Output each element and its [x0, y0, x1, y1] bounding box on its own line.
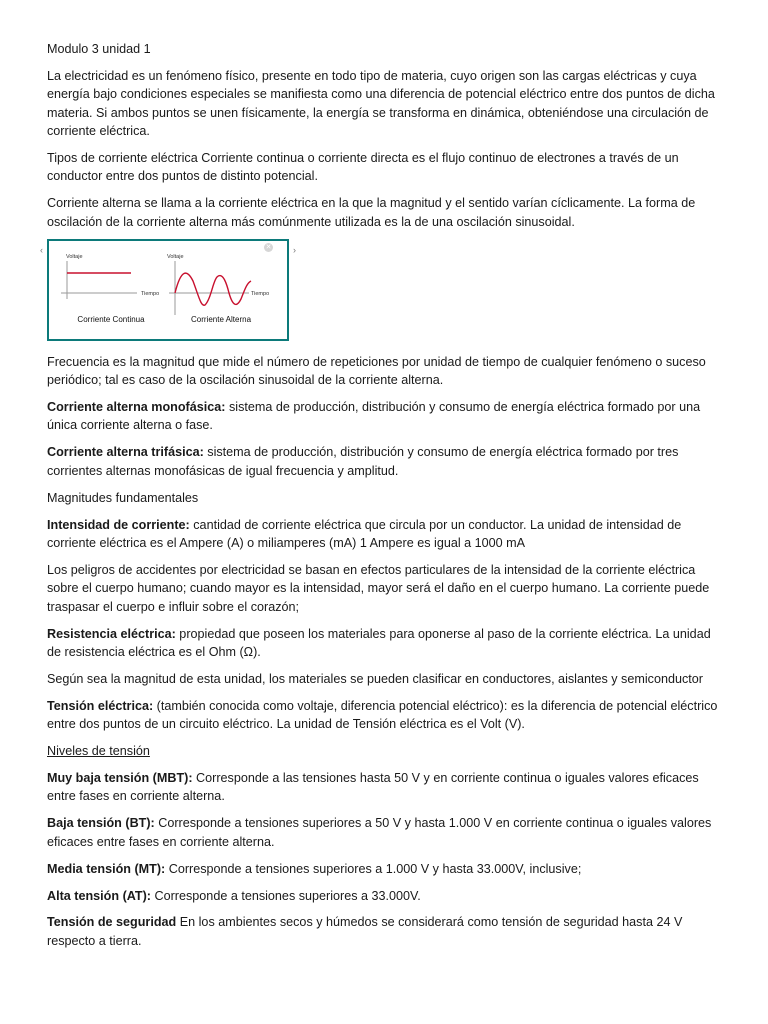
paragraph-tension	[47, 697, 723, 734]
right-xlabel: Tiempo	[251, 290, 270, 297]
right-caption: Corriente Alterna	[190, 314, 252, 324]
current-diagram	[40, 239, 296, 341]
paragraph-segun: Según sea la magnitud de esta unidad, los materiales se pueden clasificar en conductores, aislantes y semiconductor	[47, 671, 703, 686]
left-caption: Corriente Continua	[77, 314, 145, 324]
trifasica-label: Corriente alterna trifásica:	[47, 445, 204, 460]
figure-right-marker-icon: ›	[293, 244, 296, 255]
intensidad-text: cantidad de corriente eléctrica que circula por un conductor. La unidad de intensidad de corriente eléctrica es el Ampere (A) o miliamperes (mA) 1 Ampere es igual a 1000 mA	[47, 517, 682, 550]
at-label: Alta tensión (AT):	[47, 888, 152, 903]
resistencia-label: Resistencia eléctrica:	[47, 626, 176, 641]
mt-label: Media tensión (MT):	[47, 861, 166, 876]
current-diagram-svg	[49, 241, 283, 335]
paragraph-mt	[47, 860, 723, 878]
right-ylabel: Voltaje	[167, 253, 184, 260]
monofasica-text: sistema de producción, distribución y consumo de energía eléctrica formado por una única corriente alterna o fase.	[47, 399, 701, 433]
monofasica-label: Corriente alterna monofásica:	[47, 399, 226, 414]
paragraph-peligros: Los peligros de accidentes por electricidad se basan en efectos particulares de la intensidad de la corriente eléctrica sobre el cuerpo humano; cuando mayor es la intensidad, mayor será el daño en el cuerpo humano. La corriente puede traspasar el cuerpo e influir sobre el corazón;	[47, 562, 710, 614]
figure-left-marker-icon: ‹	[40, 244, 43, 255]
paragraph-frecuencia: Frecuencia es la magnitud que mide el número de repeticiones por unidad de tiempo de cualquier fenómeno o suceso periódico; tal es caso de la oscilación sinusoidal de la corriente alterna.	[47, 354, 706, 388]
tension-text: (también conocida como voltaje, diferencia potencial eléctrico): es la diferencia de potencial eléctrico entre dos puntos de un circuito eléctrico. La unidad de Tensión eléctrica es el Volt (V).	[47, 698, 718, 732]
heading-magnitudes: Magnitudes fundamentales	[47, 490, 199, 505]
doc-title: Modulo 3 unidad 1	[47, 42, 151, 56]
bt-text: Corresponde a tensiones superiores a 50 V y hasta 1.000 V en corriente continua o iguales valores eficaces entre fases en corriente alterna.	[47, 816, 712, 849]
figure-close-icon[interactable]: ✕	[265, 243, 272, 251]
paragraph-intensidad	[47, 516, 723, 553]
mt-text: Corresponde a tensiones superiores a 1.000 V y hasta 33.000V, inclusive;	[165, 861, 582, 876]
paragraph-monofasica	[47, 398, 723, 435]
paragraph-at	[47, 887, 723, 905]
paragraph-tipos: Tipos de corriente eléctrica Corriente continua o corriente directa es el flujo continuo de electrones a través de un conductor entre dos puntos de distinto potencial.	[47, 151, 679, 184]
at-text: Corresponde a tensiones superiores a 33.000V.	[151, 888, 421, 903]
paragraph-intro: La electricidad es un fenómeno físico, presente en todo tipo de materia, cuyo origen son las cargas eléctricas y cuya energía bajo condiciones especiales se manifiesta como una diferencia de potencial eléctrico entre dos puntos de dicha materia. Si ambos puntos se unen físicamente, la energía se transforma en dinámica, obteniéndose una circulación de corriente eléctrica.	[47, 68, 715, 139]
mbt-text: Corresponde a las tensiones hasta 50 V y en corriente continua o iguales valores eficaces entre fases en corriente alterna.	[47, 770, 699, 804]
seguridad-label: Tensión de seguridad	[47, 915, 177, 930]
paragraph-resistencia	[47, 625, 723, 662]
intensidad-label: Intensidad de corriente:	[47, 517, 190, 532]
mbt-label: Muy baja tensión (MBT):	[47, 770, 193, 785]
left-xlabel: Tiempo	[141, 290, 160, 297]
resistencia-text: propiedad que poseen los materiales para oponerse al paso de la corriente eléctrica. La unidad de resistencia eléctrica es el Ohm (Ω).	[47, 626, 711, 659]
paragraph-mbt	[47, 769, 723, 806]
document-body	[40, 40, 723, 959]
ac-sine-wave	[175, 273, 251, 305]
heading-niveles: Niveles de tensión	[47, 744, 150, 759]
bt-label: Baja tensión (BT):	[47, 816, 155, 831]
paragraph-bt	[47, 814, 723, 851]
paragraph-trifasica	[47, 443, 723, 480]
trifasica-text: sistema de producción, distribución y consumo de energía eléctrica formado por tres corrientes alternas monofásicas de igual frecuencia y amplitud.	[47, 445, 679, 478]
paragraph-seguridad	[47, 913, 723, 950]
paragraph-alterna: Corriente alterna se llama a la corriente eléctrica en la que la magnitud y el sentido varían cíclicamente. La forma de oscilación de la corriente alterna más comúnmente utilizada es la de una oscilación sinusoidal.	[47, 196, 696, 229]
left-ylabel: Voltaje	[66, 253, 83, 260]
seguridad-text: En los ambientes secos y húmedos se considerará como tensión de seguridad hasta 24 V respecto a tierra.	[47, 915, 683, 948]
tension-label: Tensión eléctrica:	[47, 698, 154, 713]
